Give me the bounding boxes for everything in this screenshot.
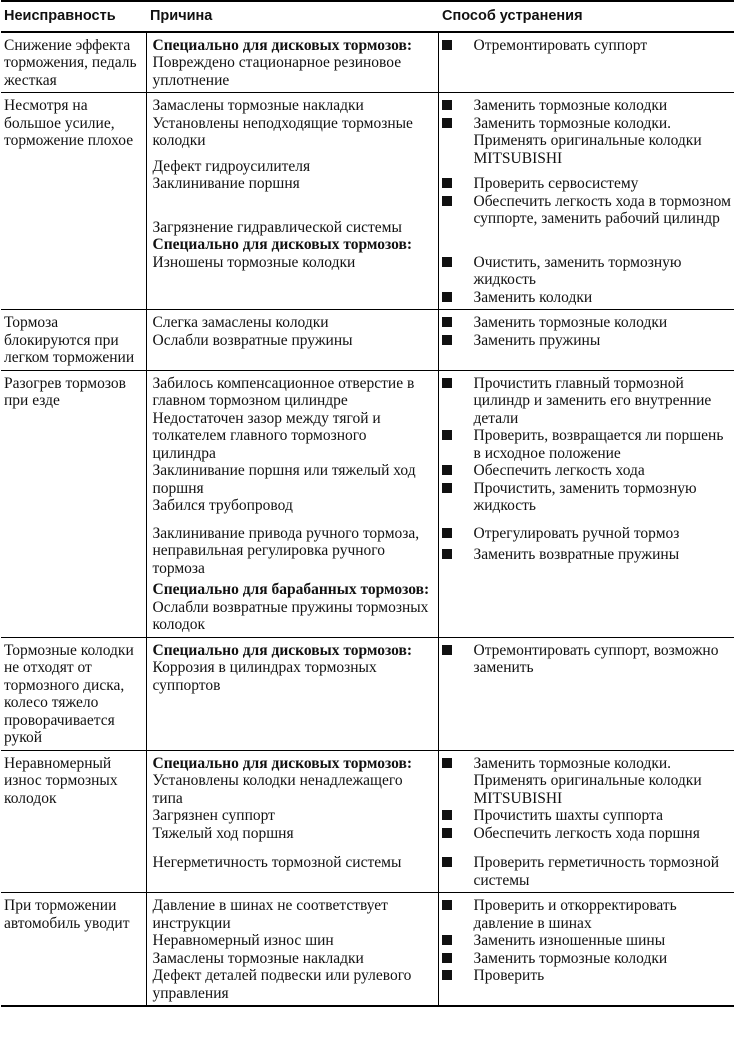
cause-cell	[146, 370, 438, 637]
remedy-item	[442, 642, 733, 677]
bullet-square-icon	[442, 900, 452, 910]
bullet-square-icon	[442, 292, 452, 302]
cause-text: Забился трубопровод	[152, 497, 293, 514]
remedy-item	[442, 755, 733, 808]
remedy-text: Заменить тормозные колодки	[473, 949, 668, 967]
remedy-cell	[438, 310, 734, 371]
bullet-square-icon	[442, 100, 452, 110]
remedy-text: Заменить пружины	[473, 331, 601, 349]
cause-text: Дефект деталей подвески или рулевого управления	[152, 967, 412, 1002]
table-body	[1, 32, 734, 1007]
header-fault: Неисправность	[1, 1, 146, 32]
cause-item	[153, 97, 434, 115]
remedy-text: Очистить, заменить тормозную жидкость	[473, 253, 682, 288]
remedy-item	[442, 427, 733, 462]
cause-text: Изношены тормозные колодки	[152, 253, 356, 271]
cause-item	[153, 37, 434, 90]
remedy-item	[442, 289, 733, 307]
fault-cell: Снижение эффекта торможения, педаль жесткая	[1, 32, 146, 93]
cause-text: Забилось компенсационное отверстие в главном тормозном цилиндре	[152, 374, 415, 409]
remedy-item	[442, 967, 733, 985]
remedy-item	[442, 115, 733, 168]
remedy-item	[442, 525, 733, 543]
fault-cell: Неравномерный износ тормозных колодок	[1, 750, 146, 893]
cause-item	[153, 581, 434, 634]
cause-text: Установлены колодки ненадлежащего типа	[152, 772, 403, 807]
cause-prefix: Специально для дисковых тормозов:	[152, 236, 413, 253]
cause-item	[153, 175, 434, 193]
header-remedy: Способ устранения	[438, 1, 734, 32]
remedy-cell	[438, 893, 734, 1007]
remedy-cell	[438, 637, 734, 750]
cause-text: Коррозия в цилиндрах тормозных суппортов	[152, 659, 377, 694]
cause-item	[153, 525, 434, 578]
cause-item	[153, 642, 434, 695]
fault-cell: Несмотря на большое усилие, торможение плохое	[1, 93, 146, 310]
cause-item	[153, 314, 434, 332]
cause-text: Заклинивание поршня или тяжелый ход поршня	[152, 462, 416, 497]
cause-text: Замаслены тормозные накладки	[152, 97, 364, 114]
remedy-text: Обеспечить легкость хода в тормозном суппорте, заменить рабочий цилиндр	[473, 192, 731, 227]
cause-text: Заклинивание привода ручного тормоза, неправильная регулировка ручного тормоза	[152, 524, 420, 577]
cause-item	[153, 375, 434, 410]
remedy-item	[442, 854, 733, 889]
remedy-item	[442, 254, 733, 289]
cause-item	[153, 967, 434, 1002]
bullet-square-icon	[442, 857, 452, 867]
table-header	[1, 1, 734, 32]
remedy-text: Проверить	[473, 967, 545, 984]
cause-text: Ослабли возвратные пружины тормозных колодок	[152, 598, 429, 633]
cause-cell	[146, 637, 438, 750]
remedy-item	[442, 950, 733, 968]
remedy-text: Проверить, возвращается ли поршень в исходное положение	[473, 427, 724, 462]
remedy-item	[442, 480, 733, 515]
remedy-text: Отрегулировать ручной тормоз	[473, 524, 680, 542]
cause-item	[153, 158, 434, 176]
bullet-square-icon	[442, 118, 452, 128]
cause-item	[153, 825, 434, 843]
remedy-text: Проверить и откорректировать давление в шинах	[473, 897, 677, 932]
cause-text: Ослабли возвратные пружины	[152, 331, 353, 349]
cause-text: Давление в шинах не соответствует инструкции	[152, 897, 388, 932]
bullet-square-icon	[442, 465, 452, 475]
bullet-square-icon	[442, 758, 452, 768]
cause-text: Замаслены тормозные накладки	[152, 949, 364, 967]
cause-text: Негерметичность тормозной системы	[152, 854, 402, 871]
remedy-item	[442, 462, 733, 480]
remedy-text: Заменить изношенные шины	[473, 932, 666, 949]
cause-text: Повреждено стационарное резиновое уплотнение	[152, 54, 402, 89]
cause-cell	[146, 893, 438, 1007]
bullet-square-icon	[442, 953, 452, 963]
cause-item	[153, 950, 434, 968]
cause-item	[153, 807, 434, 825]
table-row	[1, 32, 734, 93]
fault-cell: При торможении автомобиль уводит	[1, 893, 146, 1007]
cause-prefix: Специально для дисковых тормозов:	[152, 754, 413, 772]
remedy-item	[442, 37, 733, 55]
bullet-square-icon	[442, 257, 452, 267]
bullet-square-icon	[442, 430, 452, 440]
remedy-text: Заменить тормозные колодки	[473, 97, 668, 114]
bullet-square-icon	[442, 645, 452, 655]
bullet-square-icon	[442, 528, 452, 538]
fault-cell: Разогрев тормозов при езде	[1, 370, 146, 637]
table-row	[1, 370, 734, 637]
bullet-square-icon	[442, 196, 452, 206]
cause-item	[153, 236, 434, 271]
remedy-text: Прочистить главный тормозной цилиндр и заменить его внутренние детали	[473, 374, 712, 427]
fault-cell: Тормоза блокируются при легком торможении	[1, 310, 146, 371]
cause-text: Слегка замаслены колодки	[152, 314, 329, 331]
remedy-text: Заменить тормозные колодки	[473, 314, 668, 331]
remedy-item	[442, 314, 733, 332]
cause-cell	[146, 93, 438, 310]
bullet-square-icon	[442, 970, 452, 980]
bullet-square-icon	[442, 178, 452, 188]
table-row	[1, 637, 734, 750]
remedy-item	[442, 332, 733, 350]
header-row	[1, 1, 734, 32]
remedy-item	[442, 807, 733, 825]
bullet-square-icon	[442, 828, 452, 838]
remedy-text: Заменить колодки	[473, 288, 593, 306]
remedy-item	[442, 546, 733, 564]
bullet-square-icon	[442, 935, 452, 945]
cause-item	[153, 854, 434, 872]
bullet-square-icon	[442, 483, 452, 493]
bullet-square-icon	[442, 810, 452, 820]
cause-prefix: Специально для дисковых тормозов:	[152, 641, 413, 659]
remedy-cell	[438, 93, 734, 310]
remedy-text: Обеспечить легкость хода поршня	[473, 824, 700, 842]
cause-prefix: Специально для дисковых тормозов:	[152, 36, 413, 54]
remedy-item	[442, 897, 733, 932]
bullet-square-icon	[442, 549, 452, 559]
cause-cell	[146, 32, 438, 93]
fault-cell: Тормозные колодки не отходят от тормозного диска, колесо тяжело проворачивается рукой	[1, 637, 146, 750]
table-row	[1, 310, 734, 371]
cause-text: Загрязнение гидравлической системы	[152, 218, 402, 236]
remedy-text: Проверить сервосистему	[473, 175, 639, 192]
bullet-square-icon	[442, 40, 452, 50]
remedy-item	[442, 97, 733, 115]
remedy-cell	[438, 750, 734, 893]
cause-item	[153, 115, 434, 150]
remedy-item	[442, 375, 733, 428]
cause-text: Установлены неподходящие тормозные колодки	[152, 114, 413, 149]
troubleshooting-table	[1, 0, 734, 1007]
remedy-item	[442, 825, 733, 843]
bullet-square-icon	[442, 317, 452, 327]
cause-item	[153, 497, 434, 515]
remedy-text: Проверить герметичность тормозной системы	[473, 854, 720, 889]
remedy-text: Обеспечить легкость хода	[473, 462, 645, 479]
remedy-text: Заменить возвратные пружины	[473, 546, 680, 563]
cause-item	[153, 332, 434, 350]
cause-text: Дефект гидроусилителя	[152, 157, 311, 175]
remedy-item	[442, 193, 733, 228]
cause-item	[153, 462, 434, 497]
remedy-text: Отремонтировать суппорт	[473, 36, 648, 54]
remedy-text: Отремонтировать суппорт, возможно заменить	[473, 641, 719, 676]
bullet-square-icon	[442, 378, 452, 388]
cause-text: Загрязнен суппорт	[152, 807, 275, 824]
table-row	[1, 750, 734, 893]
remedy-text: Прочистить, заменить тормозную жидкость	[473, 479, 697, 514]
remedy-text: Прочистить шахты суппорта	[473, 807, 663, 824]
table-row	[1, 893, 734, 1007]
remedy-cell	[438, 32, 734, 93]
cause-text: Недостаточен зазор между тягой и толкателем главного тормозного цилиндра	[152, 409, 381, 462]
remedy-text: Заменить тормозные колодки. Применять оригинальные колодки MITSUBISHI	[473, 754, 702, 807]
bullet-square-icon	[442, 335, 452, 345]
cause-text: Тяжелый ход поршня	[152, 824, 294, 842]
header-cause: Причина	[146, 1, 438, 32]
cause-item	[153, 932, 434, 950]
cause-text: Неравномерный износ шин	[152, 932, 334, 949]
cause-prefix: Специально для барабанных тормозов:	[152, 581, 430, 598]
cause-cell	[146, 750, 438, 893]
remedy-item	[442, 175, 733, 193]
cause-item	[153, 897, 434, 932]
cause-item	[153, 410, 434, 463]
cause-text: Заклинивание поршня	[152, 175, 300, 192]
remedy-item	[442, 932, 733, 950]
table-row	[1, 93, 734, 310]
remedy-cell	[438, 370, 734, 637]
cause-cell	[146, 310, 438, 371]
cause-item	[153, 755, 434, 808]
cause-item	[153, 219, 434, 237]
remedy-text: Заменить тормозные колодки. Применять оригинальные колодки MITSUBISHI	[473, 114, 702, 167]
